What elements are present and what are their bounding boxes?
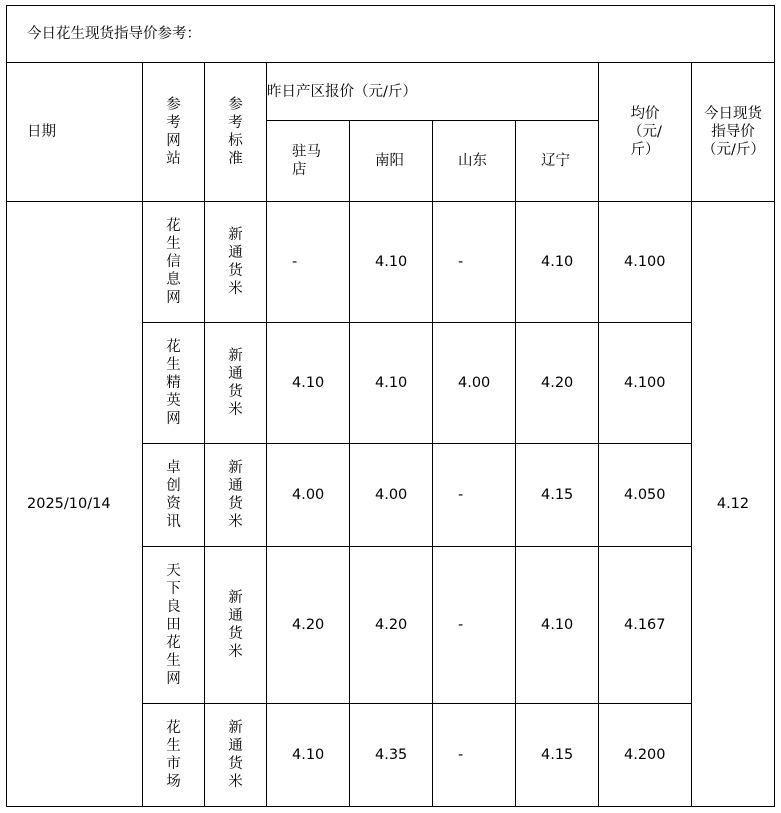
price-shandong: - xyxy=(433,444,516,547)
price-shandong: - xyxy=(433,704,516,807)
price-nanyang: 4.10 xyxy=(350,202,433,323)
header-site: 参考网站 xyxy=(143,63,205,202)
standard-cell: 新通货米 xyxy=(205,547,267,704)
site-cell: 天下良田花生网 xyxy=(143,547,205,704)
standard-cell: 新通货米 xyxy=(205,323,267,444)
standard-cell: 新通货米 xyxy=(205,202,267,323)
header-standard: 参考标准 xyxy=(205,63,267,202)
date-cell: 2025/10/14 xyxy=(7,202,143,807)
standard-cell: 新通货米 xyxy=(205,704,267,807)
price-zhumadian: - xyxy=(267,202,350,323)
header-region-nanyang: 南阳 xyxy=(350,121,433,202)
price-liaoning: 4.15 xyxy=(516,704,599,807)
header-avg: 均价（元/斤） xyxy=(599,63,692,202)
site-cell: 卓创资讯 xyxy=(143,444,205,547)
price-liaoning: 4.15 xyxy=(516,444,599,547)
header-region-liaoning: 辽宁 xyxy=(516,121,599,202)
price-avg: 4.100 xyxy=(599,323,692,444)
site-cell: 花生市场 xyxy=(143,704,205,807)
price-avg: 4.050 xyxy=(599,444,692,547)
price-avg: 4.200 xyxy=(599,704,692,807)
site-cell: 花生精英网 xyxy=(143,323,205,444)
site-cell: 花生信息网 xyxy=(143,202,205,323)
header-region-zhumadian: 驻马店 xyxy=(267,121,350,202)
standard-cell: 新通货米 xyxy=(205,444,267,547)
price-shandong: - xyxy=(433,202,516,323)
price-zhumadian: 4.20 xyxy=(267,547,350,704)
price-zhumadian: 4.10 xyxy=(267,704,350,807)
price-zhumadian: 4.10 xyxy=(267,323,350,444)
price-avg: 4.167 xyxy=(599,547,692,704)
header-region-shandong: 山东 xyxy=(433,121,516,202)
table-row xyxy=(7,202,775,323)
price-table xyxy=(6,5,775,807)
price-shandong: 4.00 xyxy=(433,323,516,444)
price-nanyang: 4.10 xyxy=(350,323,433,444)
header-yesterday-quote: 昨日产区报价（元/斤） xyxy=(267,63,599,121)
price-avg: 4.100 xyxy=(599,202,692,323)
price-nanyang: 4.00 xyxy=(350,444,433,547)
header-date: 日期 xyxy=(7,63,143,202)
price-nanyang: 4.35 xyxy=(350,704,433,807)
table-title: 今日花生现货指导价参考： xyxy=(7,6,775,63)
header-today-guide: 今日现货指导价（元/斤） xyxy=(692,63,775,202)
price-liaoning: 4.10 xyxy=(516,202,599,323)
price-shandong: - xyxy=(433,547,516,704)
price-liaoning: 4.20 xyxy=(516,323,599,444)
price-zhumadian: 4.00 xyxy=(267,444,350,547)
today-price-cell: 4.12 xyxy=(692,202,775,807)
price-nanyang: 4.20 xyxy=(350,547,433,704)
price-liaoning: 4.10 xyxy=(516,547,599,704)
